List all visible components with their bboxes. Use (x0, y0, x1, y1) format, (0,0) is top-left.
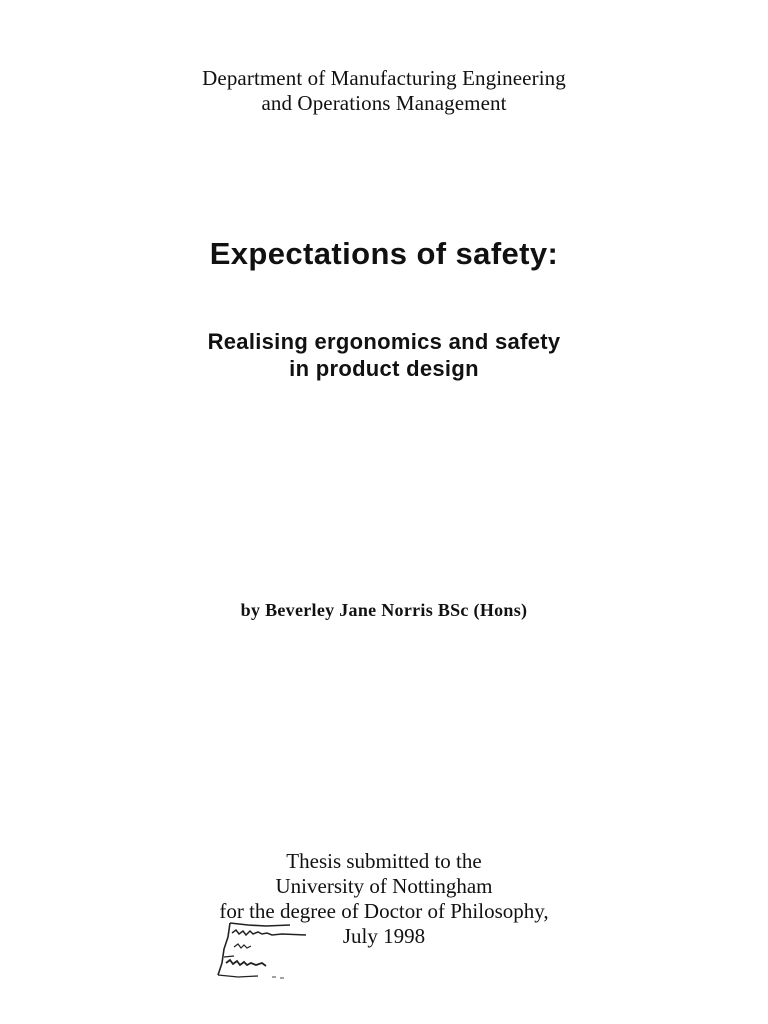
submission-line-3: for the degree of Doctor of Philosophy, (219, 899, 549, 923)
author-line: by Beverley Jane Norris BSc (Hons) (240, 600, 528, 620)
thesis-title: Expectations of safety: (209, 236, 559, 271)
subtitle-line-1: Realising ergonomics and safety (207, 329, 561, 354)
submission-line-1: Thesis submitted to the (286, 849, 482, 873)
submission-date: July 1998 (342, 924, 426, 948)
library-stamp-icon (212, 919, 308, 981)
subtitle-line-2: in product design (289, 356, 479, 381)
department-line-2: and Operations Management (261, 91, 507, 115)
department-line-1: Department of Manufacturing Engineering (202, 66, 566, 90)
submission-statement (0, 849, 768, 949)
submission-line-2: University of Nottingham (275, 874, 493, 898)
thesis-subtitle (0, 328, 768, 382)
department-heading (0, 66, 768, 116)
